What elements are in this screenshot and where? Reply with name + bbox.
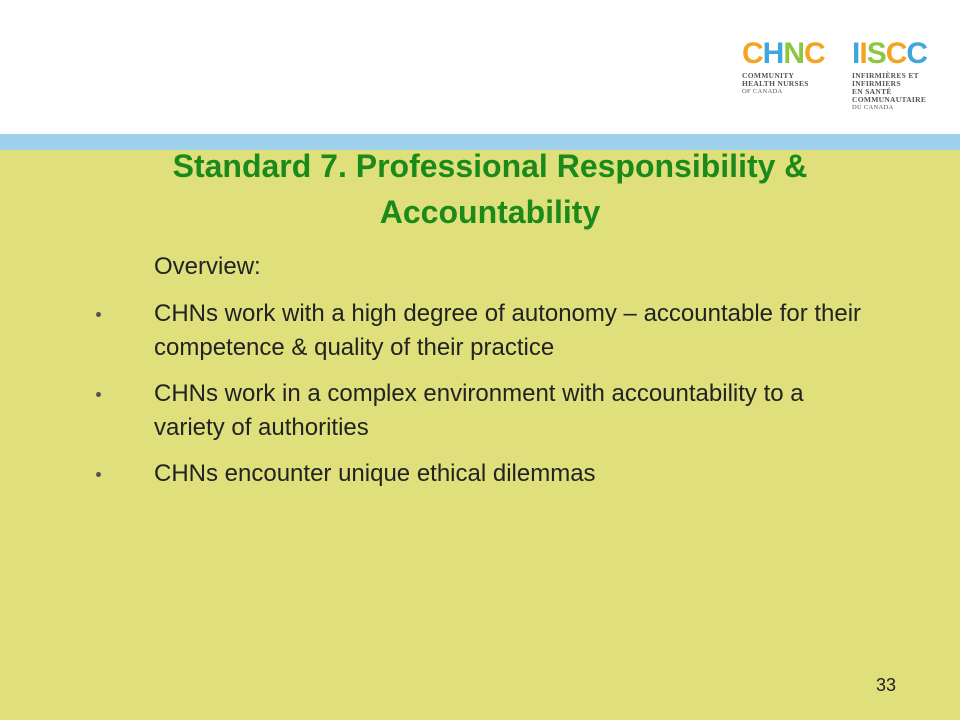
chnc-logo-letter: H	[762, 37, 784, 70]
iiscc-logo-line: INFIRMIÈRES ET INFIRMIERS	[852, 71, 919, 88]
bullet-text: CHNs work in a complex environment with accountability to a variety of authorities	[154, 380, 804, 441]
page-number: 33	[876, 675, 897, 695]
iiscc-logo-line: DU CANADA	[852, 104, 894, 111]
chnc-logo-mark	[742, 37, 825, 70]
list-item	[92, 377, 872, 445]
iiscc-logo-mark	[852, 37, 960, 70]
chnc-logo-line: OF CANADA	[742, 88, 783, 95]
iiscc-logo-letter: I	[852, 37, 860, 70]
slide-title: Standard 7. Professional Responsibility & Accountability	[172, 148, 808, 230]
list-item	[92, 457, 872, 491]
iiscc-logo-letter: I	[859, 37, 867, 70]
slide-header	[0, 0, 960, 134]
chnc-logo-line: COMMUNITY	[742, 71, 795, 80]
chnc-logo-letter: C	[742, 37, 763, 70]
iiscc-logo	[852, 37, 960, 112]
chnc-logo	[742, 37, 825, 96]
iiscc-logo-line: EN SANTÉ COMMUNAUTAIRE	[852, 87, 927, 104]
list-item	[92, 297, 872, 365]
chnc-logo-letter: N	[783, 37, 805, 70]
iiscc-logo-letter: C	[906, 37, 928, 70]
iiscc-logo-letter: S	[866, 37, 886, 70]
bullet-text: CHNs work with a high degree of autonomy – accountable for their competence & quality of their practice	[154, 300, 862, 361]
iiscc-logo-letter: C	[885, 37, 907, 70]
overview-label: Overview:	[154, 253, 261, 280]
iiscc-logo-wordmark	[852, 72, 960, 112]
bullet-list	[92, 297, 872, 503]
bullet-dot-icon	[96, 392, 101, 397]
bullet-dot-icon	[96, 312, 101, 317]
chnc-logo-line: HEALTH NURSES	[742, 79, 809, 88]
chnc-logo-wordmark	[742, 72, 825, 96]
bullet-text: CHNs encounter unique ethical dilemmas	[154, 460, 596, 487]
bullet-dot-icon	[96, 472, 101, 477]
chnc-logo-letter: C	[804, 37, 825, 70]
